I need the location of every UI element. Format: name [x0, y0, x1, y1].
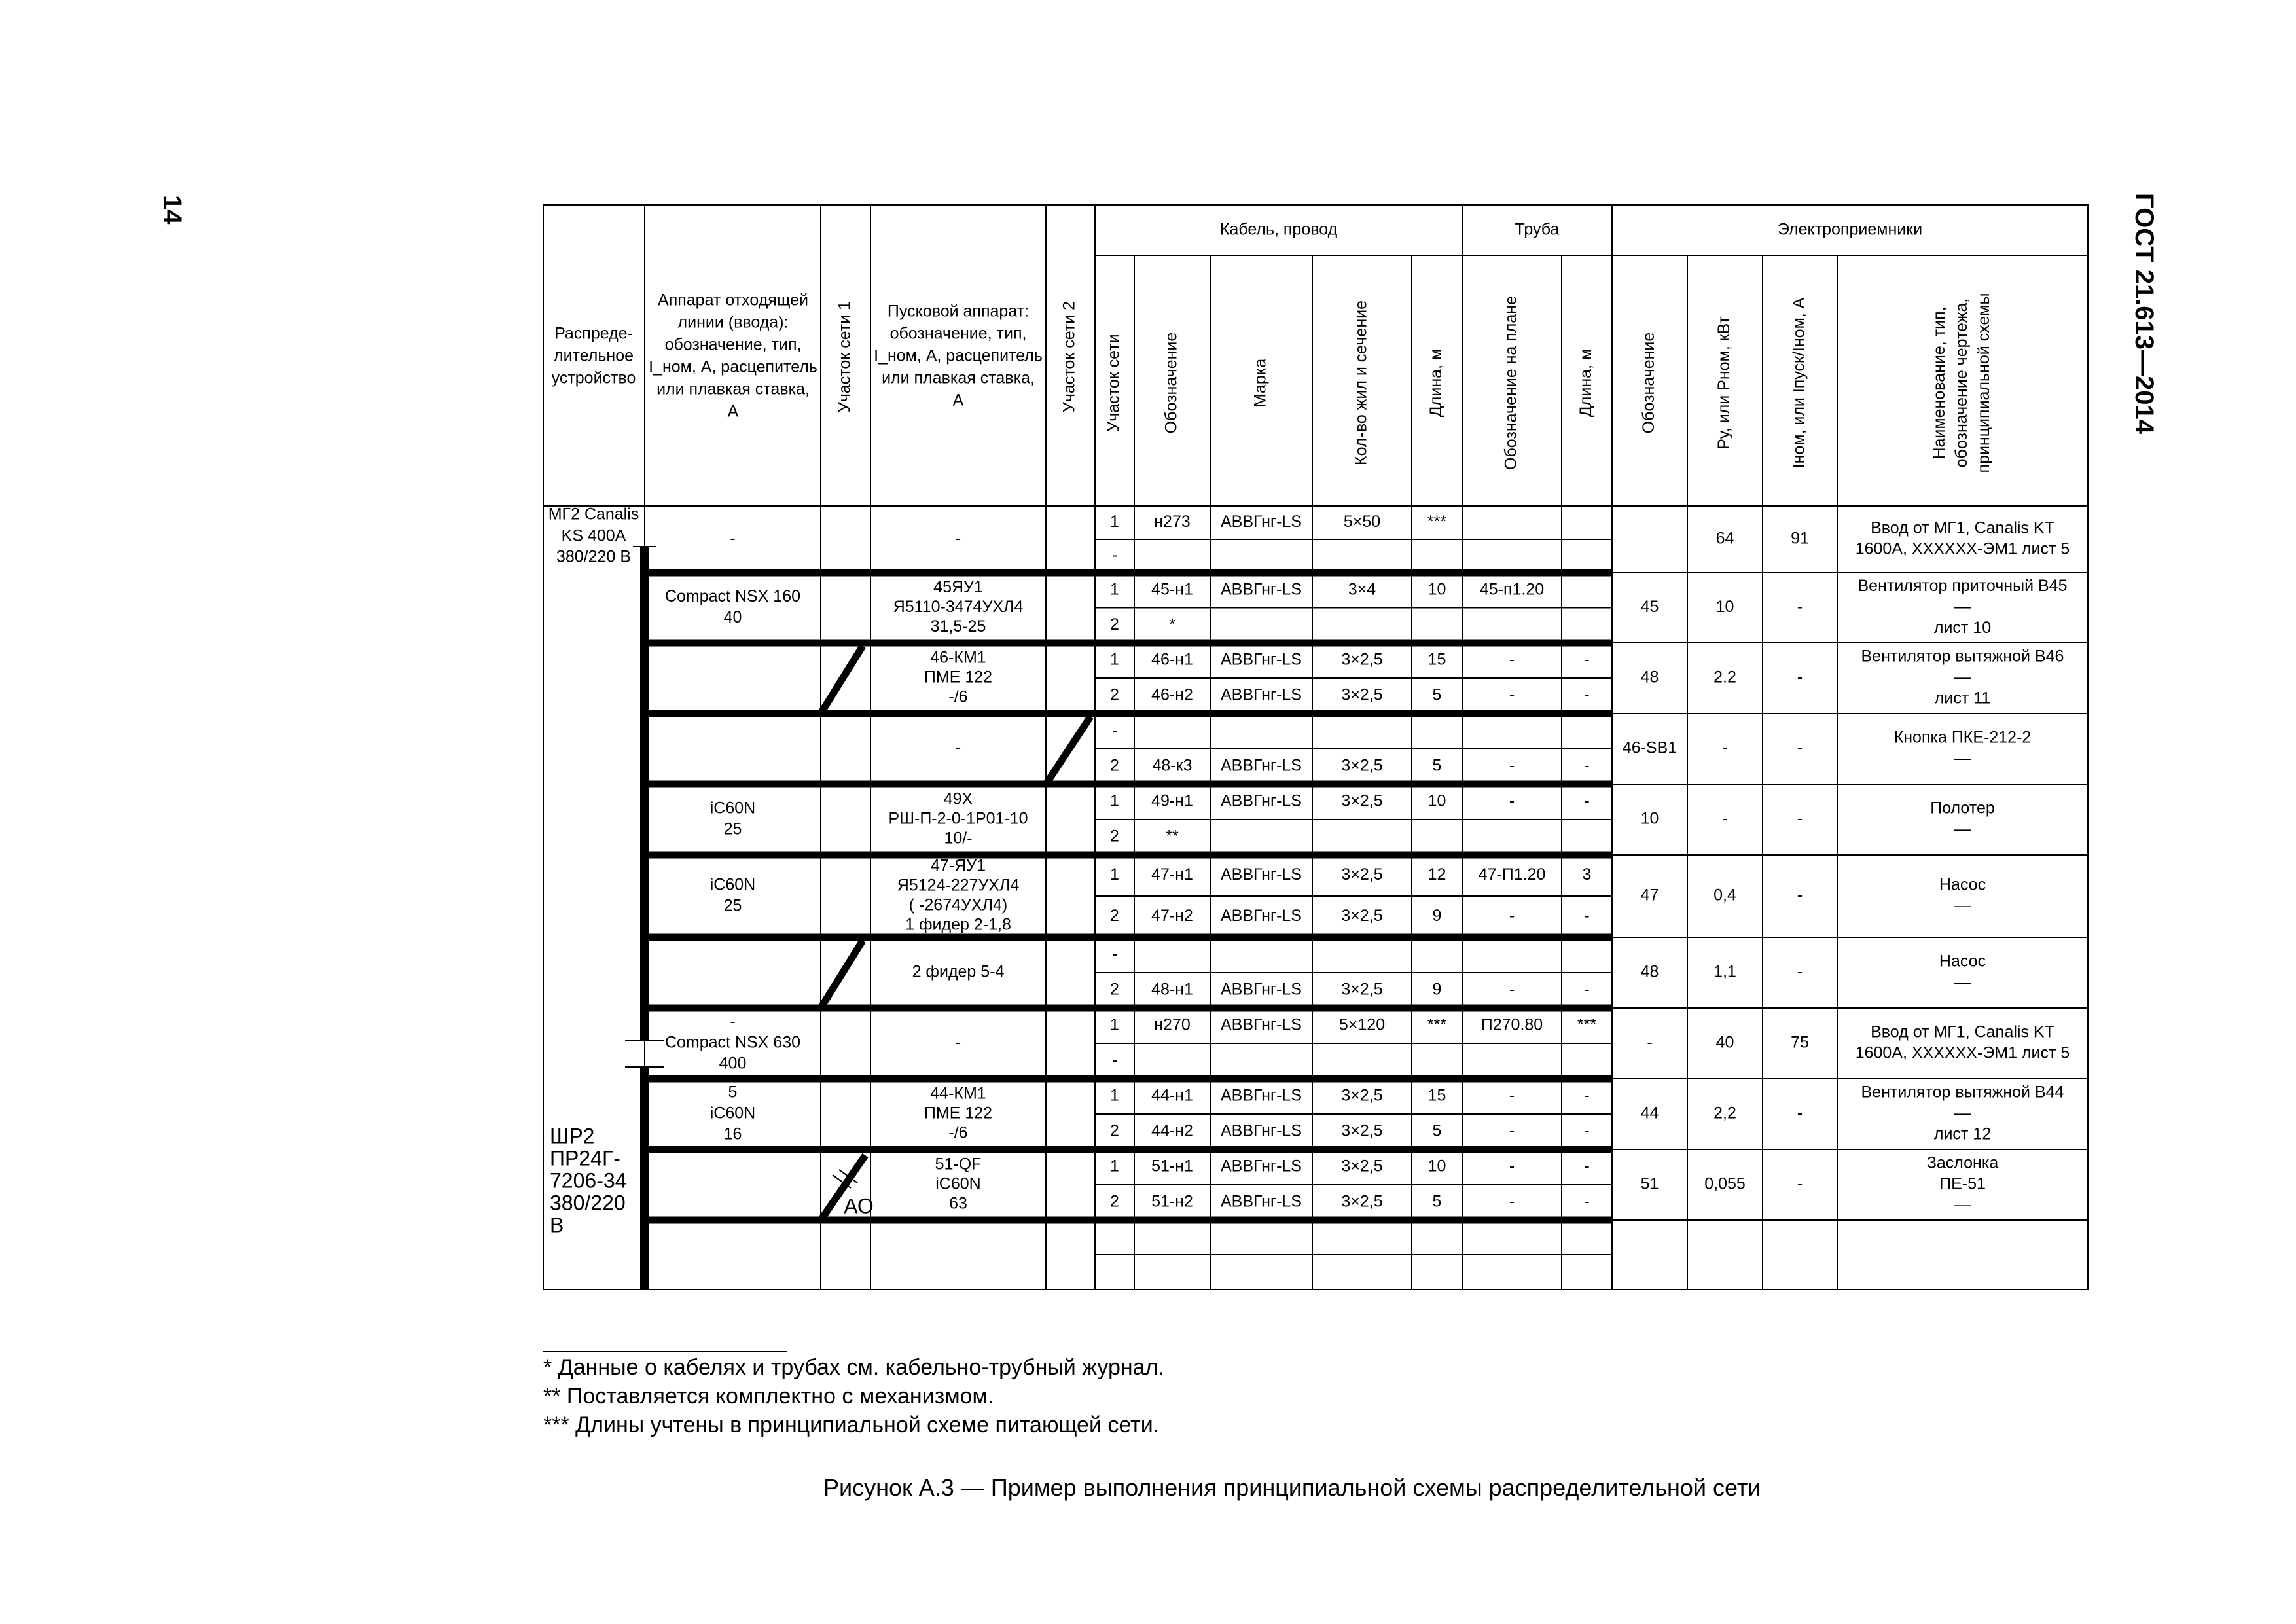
header-cable-col: Длина, м [1427, 348, 1446, 418]
starter-label: Я5124-227УХЛ4 [897, 876, 1020, 895]
cable-plen: - [1584, 650, 1590, 669]
cable-pipe: - [1509, 907, 1515, 926]
header-receiver-col: Pу, или Pном, кВт [1715, 316, 1734, 450]
starter-label: -/6 [948, 1123, 968, 1142]
device-bottom-label: ПР24Г- [550, 1146, 620, 1170]
receiver-current: - [1797, 1104, 1803, 1123]
receiver-name: — [1954, 1195, 1971, 1214]
header-receiver-col: принципиальной схемы [1975, 293, 1994, 473]
starter-switch-46 [821, 646, 863, 713]
cable-plen: 3 [1582, 865, 1592, 884]
receiver-current: - [1797, 1174, 1803, 1193]
receiver-power: 2,2 [1713, 1104, 1736, 1123]
cable-mark: АВВГнг-LS [1221, 980, 1302, 999]
apparatus-label: iC60N [709, 1104, 756, 1123]
receiver-name: Вентилятор приточный В45 [1857, 577, 2068, 596]
cable-pipe: 47-П1.20 [1478, 865, 1546, 884]
starter-label: 1 фидер 2-1,8 [905, 915, 1011, 934]
receiver-name: Насос [1939, 875, 1986, 894]
cable-des: 46-н1 [1151, 650, 1193, 669]
header-cable-group: Кабель, провод [1219, 220, 1338, 239]
cable-mark: АВВГнг-LS [1221, 791, 1302, 810]
receiver-name: — [1954, 896, 1971, 915]
header-cable-col: Кол-во жил и сечение [1352, 300, 1371, 465]
cable-des: 44-н1 [1151, 1086, 1193, 1105]
cable-mark: АВВГнг-LS [1221, 580, 1302, 599]
starter-label: iC60N [935, 1174, 981, 1193]
cable-mark: АВВГнг-LS [1221, 650, 1302, 669]
receiver-current: 91 [1791, 529, 1809, 548]
starter-label: Я5110-3474УХЛ4 [893, 598, 1024, 617]
cable-sec: 1 [1110, 580, 1119, 599]
cable-len: 9 [1432, 980, 1442, 999]
apparatus-label: - [730, 1012, 736, 1031]
starter-label: ПМЕ 122 [924, 668, 993, 687]
cable-des: 49-н1 [1151, 791, 1193, 810]
header-pipe-col: Длина, м [1577, 348, 1596, 418]
header-receivers-group: Электроприемники [1777, 220, 1923, 239]
receiver-current: - [1797, 598, 1803, 617]
cable-size: 3×2,5 [1341, 791, 1383, 810]
cable-sec: - [1111, 546, 1118, 565]
starter-label: 10/- [944, 829, 973, 848]
figure-caption: Рисунок А.3 — Пример выполнения принципиальной схемы распределительной сети [823, 1474, 1761, 1501]
apparatus-label: 25 [723, 896, 742, 915]
device-bottom-label: В [550, 1213, 564, 1237]
header-pipe-group: Труба [1515, 220, 1560, 239]
receiver-name: Насос [1939, 952, 1986, 971]
receiver-designation: - [1647, 1033, 1653, 1052]
cable-des: * [1169, 615, 1175, 634]
cable-mark: АВВГнг-LS [1221, 1086, 1302, 1105]
starter-switch-2feeder [821, 941, 863, 1008]
starter-switch-48 [1046, 717, 1090, 784]
starter-label: 2 фидер 5-4 [912, 962, 1005, 981]
footnote-2: ** Поставляется комплектно с механизмом. [543, 1384, 994, 1409]
header-cable-col: Участок сети [1104, 334, 1123, 432]
header-distribution-device: Распреде- [554, 324, 633, 343]
cable-des: 46-н2 [1151, 685, 1193, 704]
receiver-current: 75 [1791, 1033, 1809, 1052]
cable-sec: - [1111, 945, 1118, 964]
cable-len: 10 [1427, 580, 1446, 599]
ao-label: АО [844, 1194, 874, 1218]
receiver-designation: 48 [1640, 668, 1659, 687]
header-section2: Участок сети 2 [1060, 300, 1079, 413]
starter-label: 31,5-25 [930, 617, 986, 636]
cable-mark: АВВГнг-LS [1221, 1192, 1302, 1211]
apparatus-label: iC60N [709, 799, 756, 818]
cable-size: 3×2,5 [1341, 1157, 1383, 1176]
cable-pipe: - [1509, 791, 1515, 810]
receiver-name: — [1954, 973, 1971, 992]
header-receiver-col: обозначение чертежа, [1952, 298, 1971, 468]
header-outgoing-apparatus: Аппарат отходящей [658, 291, 808, 310]
receiver-name: лист 10 [1933, 619, 1992, 638]
starter-label: 44-КМ1 [930, 1084, 986, 1103]
starter-label: 63 [949, 1194, 967, 1213]
header-starter: или плавкая ставка, [882, 369, 1035, 388]
receiver-power: - [1722, 809, 1728, 828]
receiver-name: Кнопка ПКЕ-212-2 [1893, 728, 2032, 747]
receiver-name: Вентилятор вытяжной В44 [1861, 1083, 2064, 1102]
cable-len: 12 [1427, 865, 1446, 884]
cable-mark: АВВГнг-LS [1221, 1157, 1302, 1176]
receiver-name: лист 11 [1934, 689, 1991, 708]
receiver-name: — [1954, 820, 1971, 839]
header-cable-col: Марка [1251, 358, 1270, 408]
header-distribution-device: устройство [551, 369, 636, 388]
cable-sec: 2 [1110, 615, 1119, 634]
receiver-designation: 51 [1640, 1174, 1659, 1193]
cable-size: 3×2,5 [1341, 1121, 1383, 1140]
header-pipe-col: Обозначение на плане [1501, 296, 1520, 470]
cable-mark: АВВГнг-LS [1221, 756, 1302, 775]
apparatus-label: 16 [723, 1125, 742, 1144]
apparatus-label: 40 [723, 608, 742, 627]
footnote-1: * Данные о кабелях и трубах см. кабельно-трубный журнал. [543, 1355, 1164, 1380]
device-top-rating: KS 400A [561, 526, 626, 545]
cable-plen: - [1584, 1192, 1590, 1211]
cable-pipe: - [1509, 1086, 1515, 1105]
cable-sec: 2 [1110, 827, 1119, 846]
receiver-power: 40 [1715, 1033, 1734, 1052]
cable-sec: 1 [1110, 865, 1119, 884]
header-outgoing-apparatus: линии (ввода): [677, 313, 789, 332]
cable-des: н273 [1154, 513, 1191, 532]
receiver-designation: 48 [1640, 962, 1659, 981]
receiver-current: - [1797, 809, 1803, 828]
receiver-designation: 47 [1640, 886, 1659, 905]
header-starter: Пусковой аппарат: [887, 302, 1030, 321]
cable-des: 48-к3 [1152, 756, 1193, 775]
receiver-name: ПЕ-51 [1939, 1174, 1986, 1193]
cable-sec: 2 [1110, 1121, 1119, 1140]
header-receiver-col: Обозначение [1640, 332, 1659, 434]
cable-sec: 2 [1110, 980, 1119, 999]
receiver-name: — [1954, 749, 1971, 768]
starter-label: ( -2674УХЛ4) [908, 895, 1008, 914]
header-section1: Участок сети 1 [835, 300, 854, 413]
receiver-name: — [1954, 1104, 1971, 1123]
cable-sec: 1 [1110, 1086, 1119, 1105]
cable-size: 5×120 [1338, 1015, 1386, 1034]
cable-pipe: - [1509, 1157, 1515, 1176]
cable-len: 5 [1432, 1192, 1442, 1211]
cable-size: 3×4 [1348, 580, 1376, 599]
cable-len: 10 [1427, 1157, 1446, 1176]
cable-plen: - [1584, 791, 1590, 810]
header-cable-col: Обозначение [1162, 332, 1181, 434]
cable-pipe: П270.80 [1480, 1015, 1543, 1034]
cable-len: 5 [1432, 1121, 1442, 1140]
cable-pipe: - [1509, 1121, 1515, 1140]
cable-size: 3×2,5 [1341, 756, 1383, 775]
receiver-current: - [1797, 668, 1803, 687]
receiver-current: - [1797, 962, 1803, 981]
cable-mark: АВВГнг-LS [1221, 1121, 1302, 1140]
receiver-power: 1,1 [1713, 962, 1736, 981]
cable-des: н270 [1154, 1015, 1191, 1034]
apparatus-label: - [730, 529, 736, 548]
receiver-power: 64 [1715, 529, 1734, 548]
receiver-name: Вентилятор вытяжной В46 [1861, 647, 2064, 666]
cable-sec: 1 [1110, 1157, 1119, 1176]
footnote-3: *** Длины учтены в принципиальной схеме питающей сети. [543, 1413, 1160, 1437]
cable-plen: - [1584, 756, 1590, 775]
device-bottom-label: 380/220 [550, 1191, 626, 1215]
apparatus-label: 5 [728, 1083, 738, 1102]
device-top-voltage: 380/220 В [556, 547, 631, 566]
receiver-power: 0,4 [1713, 886, 1736, 905]
cable-sec: 1 [1110, 1015, 1119, 1034]
cable-len: 5 [1432, 685, 1442, 704]
cable-size: 3×2,5 [1341, 1086, 1383, 1105]
cable-size: 3×2,5 [1341, 685, 1383, 704]
cable-des: 47-н1 [1151, 865, 1193, 884]
standard-designation: ГОСТ 21.613—2014 [2130, 193, 2159, 435]
apparatus-label: Compact NSX 630 [664, 1033, 801, 1052]
cable-plen: - [1584, 1086, 1590, 1105]
starter-label: 51-QF [935, 1155, 982, 1174]
cable-len: *** [1427, 1015, 1447, 1034]
receiver-designation: 46-SB1 [1622, 738, 1677, 757]
receiver-name: лист 12 [1933, 1125, 1992, 1144]
device-bottom-label: ШР2 [550, 1124, 595, 1148]
starter-label: - [955, 738, 961, 757]
cable-plen: - [1584, 1121, 1590, 1140]
header-outgoing-apparatus: обозначение, тип, [664, 335, 802, 354]
cable-plen: *** [1577, 1015, 1597, 1034]
receiver-name: Заслонка [1926, 1153, 1999, 1172]
cable-des: ** [1166, 827, 1179, 846]
apparatus-label: 25 [723, 820, 742, 839]
apparatus-label: iC60N [709, 875, 756, 894]
cable-size: 5×50 [1343, 513, 1381, 532]
starter-label: РШ-П-2-0-1Р01-10 [888, 809, 1028, 828]
header-starter: обозначение, тип, [889, 324, 1027, 343]
starter-label: 45ЯУ1 [933, 578, 983, 597]
cable-size: 3×2,5 [1341, 865, 1383, 884]
receiver-name: Ввод от МГ1, Canalis KT [1871, 1022, 2054, 1041]
cable-size: 3×2,5 [1341, 1192, 1383, 1211]
header-starter: А [952, 391, 964, 410]
device-bottom-label: 7206-34 [550, 1168, 627, 1193]
header-receiver-col: Iном, или Iпуск/Iном, А [1789, 297, 1808, 469]
cable-mark: АВВГнг-LS [1221, 685, 1302, 704]
cable-sec: 2 [1110, 907, 1119, 926]
cable-plen: - [1584, 685, 1590, 704]
cable-sec: - [1111, 1051, 1118, 1070]
cable-des: 44-н2 [1151, 1121, 1193, 1140]
header-outgoing-apparatus: I_ном, А, расцепитель [649, 357, 817, 376]
cable-len: 15 [1427, 1086, 1446, 1105]
starter-label: ПМЕ 122 [924, 1104, 993, 1123]
cable-pipe: - [1509, 650, 1515, 669]
cable-size: 3×2,5 [1341, 650, 1383, 669]
cable-des: 48-н1 [1151, 980, 1193, 999]
header-outgoing-apparatus: А [727, 402, 739, 421]
cable-des: 51-н2 [1151, 1192, 1193, 1211]
cable-len: 10 [1427, 791, 1446, 810]
cable-des: 47-н2 [1151, 907, 1193, 926]
cable-plen: - [1584, 907, 1590, 926]
cable-des: 51-н1 [1151, 1157, 1193, 1176]
receiver-designation: 45 [1640, 598, 1659, 617]
cable-pipe: - [1509, 685, 1515, 704]
cable-len: *** [1427, 513, 1447, 532]
header-starter: I_ном, А, расцепитель [874, 346, 1043, 365]
receiver-name: 1600A, XXXXXX-ЭМ1 лист 5 [1855, 1043, 2070, 1062]
receiver-name: 1600A, XXXXXX-ЭМ1 лист 5 [1855, 539, 2070, 558]
receiver-name: — [1954, 598, 1971, 617]
receiver-power: 0,055 [1704, 1174, 1746, 1193]
receiver-power: - [1722, 738, 1728, 757]
cable-pipe: - [1509, 1192, 1515, 1211]
cable-sec: 2 [1110, 1192, 1119, 1211]
cable-sec: 2 [1110, 685, 1119, 704]
starter-label: - [955, 529, 961, 548]
cable-size: 3×2,5 [1341, 980, 1383, 999]
apparatus-label: 400 [719, 1054, 747, 1073]
apparatus-label: Compact NSX 160 [664, 587, 801, 606]
receiver-name: — [1954, 668, 1971, 687]
page-number: 14 [158, 195, 187, 225]
receiver-power: 2.2 [1713, 668, 1736, 687]
cable-mark: АВВГнг-LS [1221, 513, 1302, 532]
cable-size: 3×2,5 [1341, 907, 1383, 926]
starter-label: 49Х [943, 789, 973, 808]
cable-mark: АВВГнг-LS [1221, 907, 1302, 926]
cable-pipe: - [1509, 756, 1515, 775]
cable-plen: - [1584, 980, 1590, 999]
receiver-designation: 44 [1640, 1104, 1659, 1123]
cable-pipe: - [1509, 980, 1515, 999]
receiver-designation: 10 [1640, 809, 1659, 828]
cable-sec: 1 [1110, 650, 1119, 669]
header-distribution-device: лительное [553, 346, 634, 365]
starter-label: 46-КМ1 [930, 648, 986, 667]
receiver-power: 10 [1715, 598, 1734, 617]
footnote-separator [543, 1351, 787, 1352]
starter-label: -/6 [948, 687, 968, 706]
header-outgoing-apparatus: или плавкая ставка, [656, 380, 810, 399]
cable-mark: АВВГнг-LS [1221, 865, 1302, 884]
cable-des: 45-н1 [1151, 580, 1193, 599]
header-receiver-col: Наименование, тип, [1930, 306, 1949, 460]
starter-label: - [955, 1033, 961, 1052]
cable-sec: 1 [1110, 791, 1119, 810]
cable-len: 5 [1432, 756, 1442, 775]
device-top-name: МГ2 Canalis [548, 505, 639, 524]
cable-len: 15 [1427, 650, 1446, 669]
cable-len: 9 [1432, 907, 1442, 926]
starter-label: 47-ЯУ1 [931, 856, 986, 875]
receiver-name: Полотер [1930, 799, 1995, 818]
cable-sec: - [1111, 721, 1118, 740]
cable-mark: АВВГнг-LS [1221, 1015, 1302, 1034]
cable-sec: 1 [1110, 513, 1119, 532]
cable-pipe: 45-п1.20 [1479, 580, 1545, 599]
cable-sec: 2 [1110, 756, 1119, 775]
cable-plen: - [1584, 1157, 1590, 1176]
receiver-current: - [1797, 738, 1803, 757]
receiver-name: Ввод от МГ1, Canalis KT [1871, 518, 2054, 537]
receiver-current: - [1797, 886, 1803, 905]
